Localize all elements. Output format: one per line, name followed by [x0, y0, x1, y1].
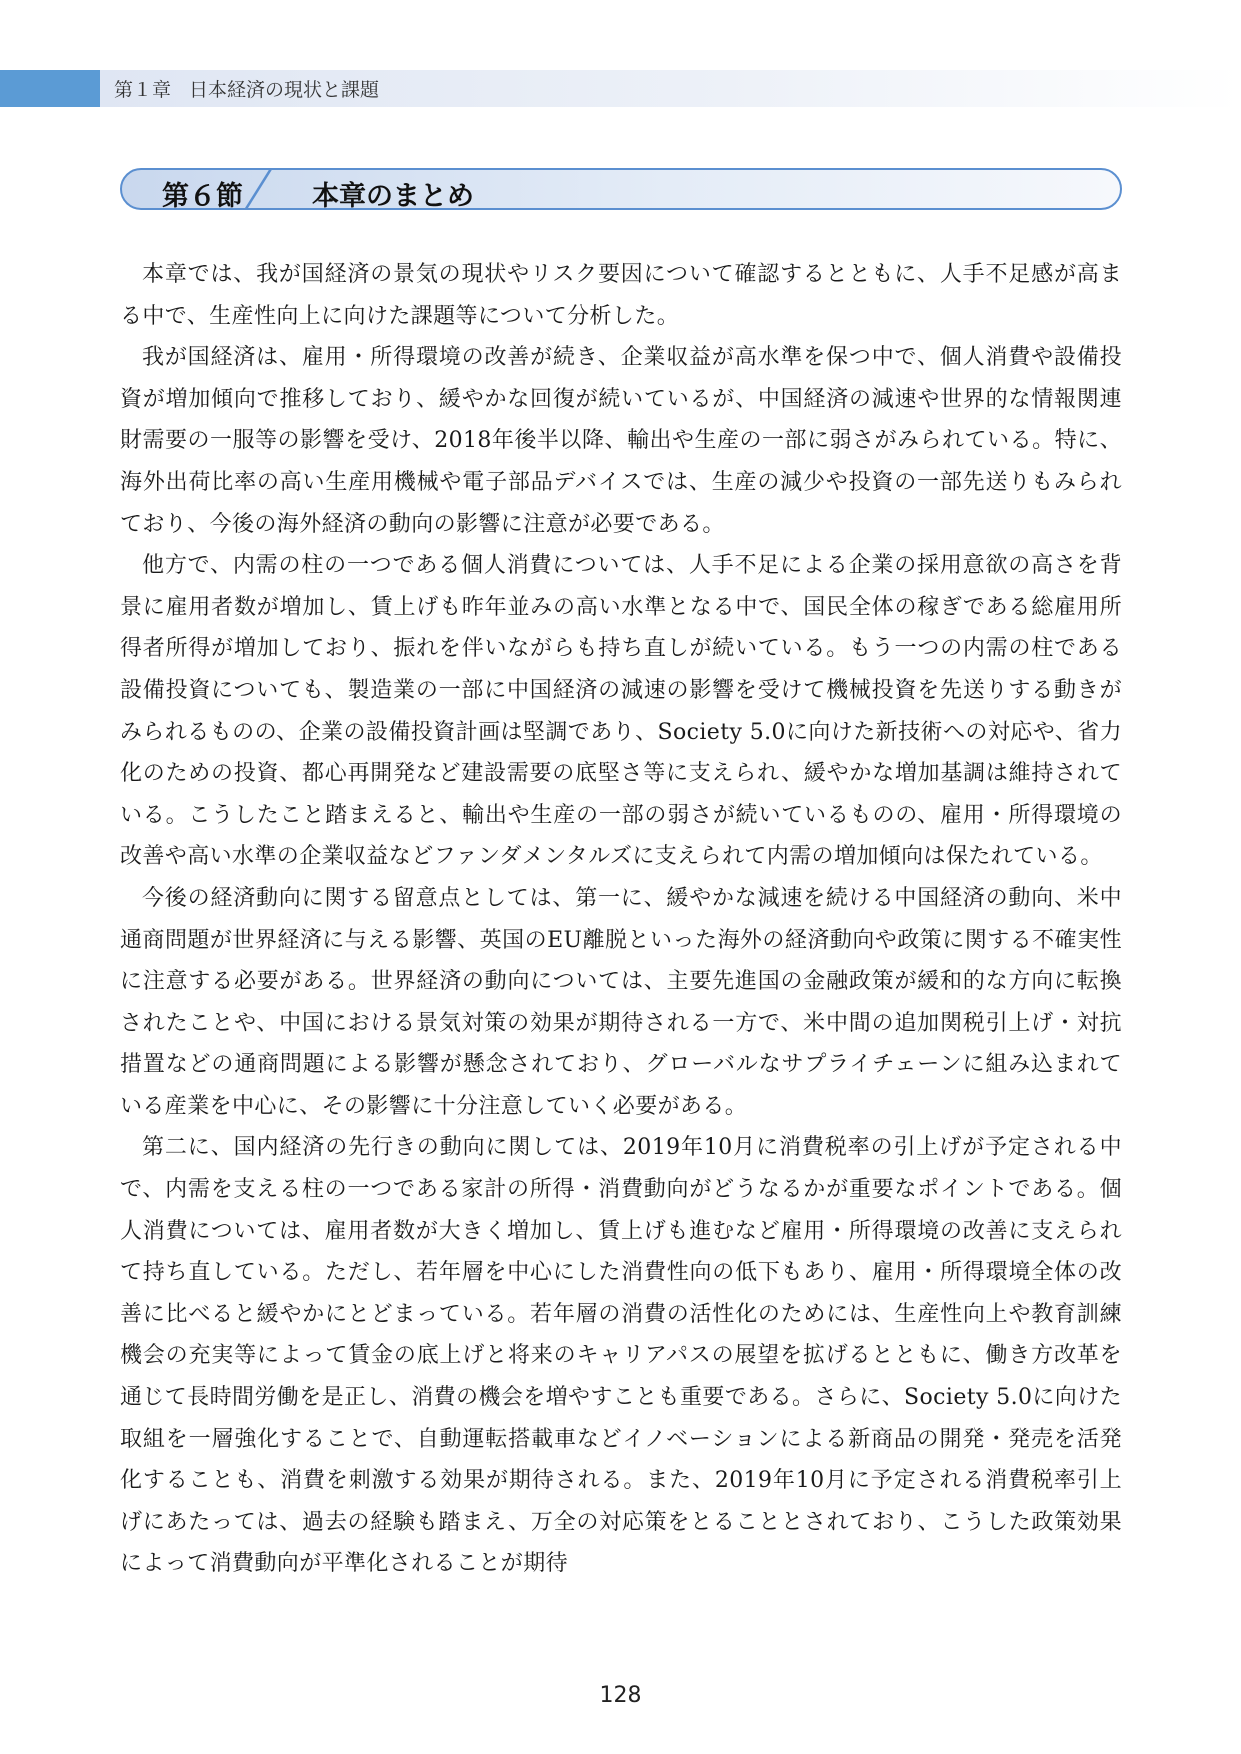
chapter-header-bar: [0, 70, 1241, 107]
section-heading-box: [120, 168, 1122, 210]
chapter-number: 第１章: [114, 79, 172, 101]
body-text: [120, 254, 1122, 1585]
section-divider-slash: [243, 168, 273, 210]
chapter-title: 日本経済の現状と課題: [189, 79, 380, 101]
running-header: [114, 75, 379, 102]
paragraph-5: 第二に、国内経済の先行きの動向に関しては、2019年10月に消費税率の引上げが予定される中で、内需を支える柱の一つである家計の所得・消費動向がどうなるかが重要なポイントである。個人消費については、雇用者数が大きく増加し、賃上げも進むなど雇用・所得環境の改善に支えられて持ち直している。ただし、若年層を中心にした消費性向の低下もあり、雇用・所得環境全体の改善に比べると緩やかにとどまっている。若年層の消費の活性化のためには、生産性向上や教育訓練機会の充実等によって賃金の底上げと将来のキャリアパスの展望を拡げるとともに、働き方改革を通じて長時間労働を是正し、消費の機会を増やすことも重要である。さらに、Society 5.0に向けた取組を一層強化することで、自動運転搭載車などイノベーションによる新商品の開発・発売を活発化することも、消費を刺激する効果が期待される。また、2019年10月に予定される消費税率引上げにあたっては、過去の経験も踏まえ、万全の対応策をとることとされており、こうした政策効果によって消費動向が平準化されることが期待: [120, 1135, 1122, 1577]
section-number: 第６節: [162, 181, 243, 210]
paragraph-2: 我が国経済は、雇用・所得環境の改善が続き、企業収益が高水準を保つ中で、個人消費や設備投資が増加傾向で推移しており、緩やかな回復が続いているが、中国経済の減速や世界的な情報関連財需要の一服等の影響を受け、2018年後半以降、輸出や生産の一部に弱さがみられている。特に、海外出荷比率の高い生産用機械や電子部品デバイスでは、生産の減少や投資の一部先送りもみられており、今後の海外経済の動向の影響に注意が必要である。: [120, 345, 1122, 537]
chapter-accent-block: [0, 70, 100, 107]
page-number: 128: [599, 1683, 642, 1708]
section-title: 本章のまとめ: [312, 181, 474, 210]
paragraph-3: 他方で、内需の柱の一つである個人消費については、人手不足による企業の採用意欲の高さを背景に雇用者数が増加し、賃上げも昨年並みの高い水準となる中で、国民全体の稼ぎである総雇用所得者所得が増加しており、振れを伴いながらも持ち直しが続いている。もう一つの内需の柱である設備投資についても、製造業の一部に中国経済の減速の影響を受けて機械投資を先送りする動きがみられるものの、企業の設備投資計画は堅調であり、Society 5.0に向けた新技術への対応や、省力化のための投資、都心再開発など建設需要の底堅さ等に支えられ、緩やかな増加基調は維持されている。こうしたこと踏まえると、輸出や生産の一部の弱さが続いているものの、雇用・所得環境の改善や高い水準の企業収益などファンダメンタルズに支えられて内需の増加傾向は保たれている。: [120, 553, 1122, 870]
paragraph-1: 本章では、我が国経済の景気の現状やリスク要因について確認するとともに、人手不足感が高まる中で、生産性向上に向けた課題等について分析した。: [120, 262, 1122, 329]
chapter-band: [100, 70, 1241, 107]
paragraph-4: 今後の経済動向に関する留意点としては、第一に、緩やかな減速を続ける中国経済の動向、米中通商問題が世界経済に与える影響、英国のEU離脱といった海外の経済動向や政策に関する不確実性に注意する必要がある。世界経済の動向については、主要先進国の金融政策が緩和的な方向に転換されたことや、中国における景気対策の効果が期待される一方で、米中間の追加関税引上げ・対抗措置などの通商問題による影響が懸念されており、グローバルなサプライチェーンに組み込まれている産業を中心に、その影響に十分注意していく必要がある。: [120, 885, 1122, 1119]
